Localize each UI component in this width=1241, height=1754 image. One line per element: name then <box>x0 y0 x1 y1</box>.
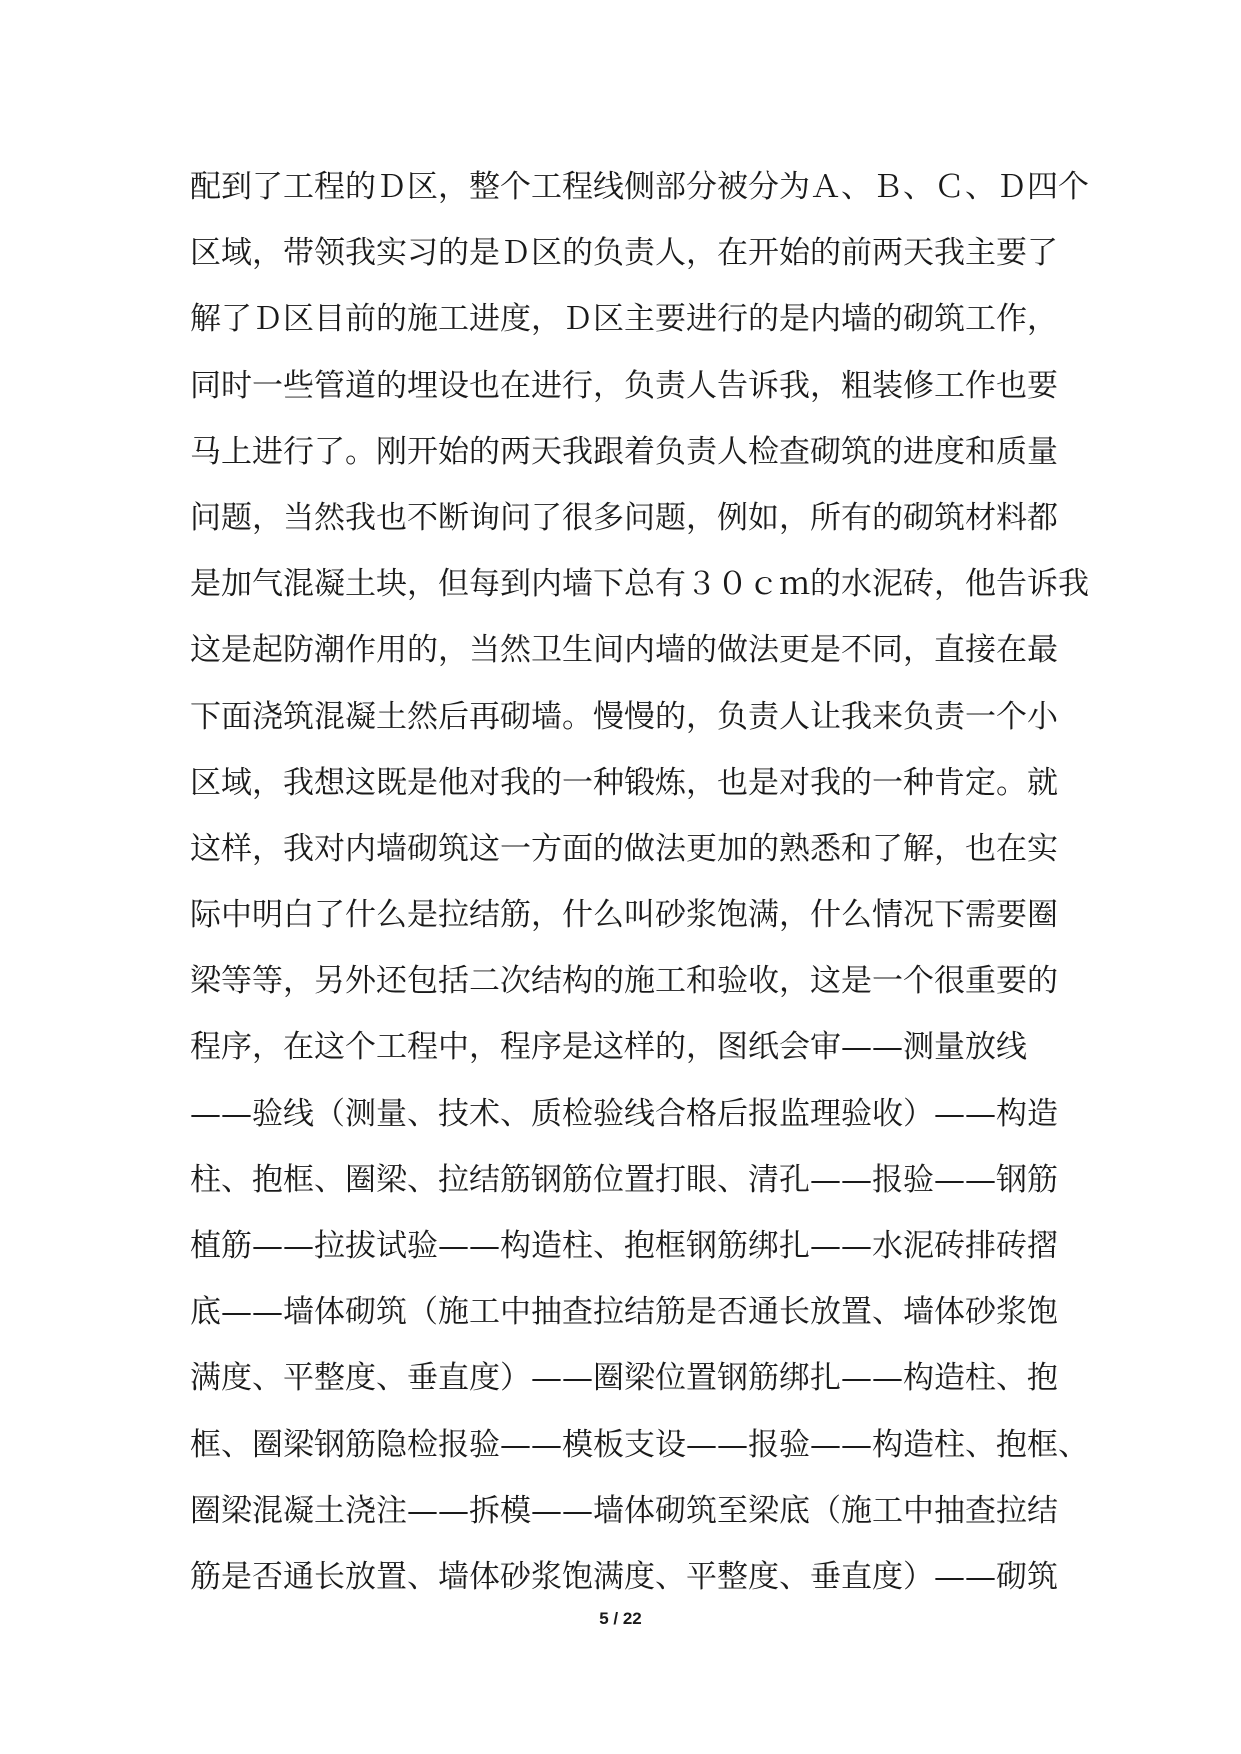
text-line: 满度、平整度、垂直度）——圈梁位置钢筋绑扎——构造柱、抱 <box>190 1360 1058 1397</box>
text-line: 是加气混凝土块，但每到内墙下总有３０ｃｍ的水泥砖，他告诉我 <box>190 566 1089 603</box>
text-line: 底——墙体砌筑（施工中抽查拉结筋是否通长放置、墙体砂浆饱 <box>190 1294 1058 1331</box>
text-line: 配到了工程的Ｄ区，整个工程线侧部分被分为Ａ、Ｂ、Ｃ、Ｄ四个 <box>190 169 1089 205</box>
text-line: 同时一些管道的埋设也在进行，负责人告诉我，粗装修工作也要 <box>190 367 1058 404</box>
text-line: 解了Ｄ区目前的施工进度，Ｄ区主要进行的是内墙的砌筑工作， <box>190 301 1058 338</box>
body-text <box>190 154 1089 1610</box>
text-line: 马上进行了。刚开始的两天我跟着负责人检查砌筑的进度和质量 <box>190 433 1058 470</box>
text-line: 框、圈梁钢筋隐检报验——模板支设——报验——构造柱、抱框、 <box>190 1426 1089 1463</box>
text-line: 区域，我想这既是他对我的一种锻炼，也是对我的一种肯定。就 <box>190 764 1058 801</box>
text-line: 梁等等，另外还包括二次结构的施工和验收，这是一个很重要的 <box>190 963 1058 1000</box>
text-line: 这样，我对内墙砌筑这一方面的做法更加的熟悉和了解，也在实 <box>190 830 1058 867</box>
text-line: 区域，带领我实习的是Ｄ区的负责人，在开始的前两天我主要了 <box>190 235 1058 272</box>
text-line: 植筋——拉拔试验——构造柱、抱框钢筋绑扎——水泥砖排砖摺 <box>190 1228 1058 1264</box>
text-line: 下面浇筑混凝土然后再砌墙。慢慢的，负责人让我来负责一个小 <box>190 698 1058 735</box>
text-line: ——验线（测量、技术、质检验线合格后报监理验收）——构造 <box>190 1095 1058 1132</box>
page-number: 5 / 22 <box>599 1609 642 1628</box>
text-line: 际中明白了什么是拉结筋，什么叫砂浆饱满，什么情况下需要圈 <box>190 897 1058 934</box>
text-line: 柱、抱框、圈梁、拉结筋钢筋位置打眼、清孔——报验——钢筋 <box>190 1161 1058 1198</box>
text-line: 问题，当然我也不断询问了很多问题，例如，所有的砌筑材料都 <box>190 499 1058 536</box>
text-line: 筋是否通长放置、墙体砂浆饱满度、平整度、垂直度）——砌筑 <box>190 1558 1058 1595</box>
text-line: 圈梁混凝土浇注——拆模——墙体砌筑至梁底（施工中抽查拉结 <box>190 1492 1058 1529</box>
text-line: 这是起防潮作用的，当然卫生间内墙的做法更是不同，直接在最 <box>190 632 1058 669</box>
text-line: 程序，在这个工程中，程序是这样的，图纸会审——测量放线 <box>190 1029 1027 1066</box>
